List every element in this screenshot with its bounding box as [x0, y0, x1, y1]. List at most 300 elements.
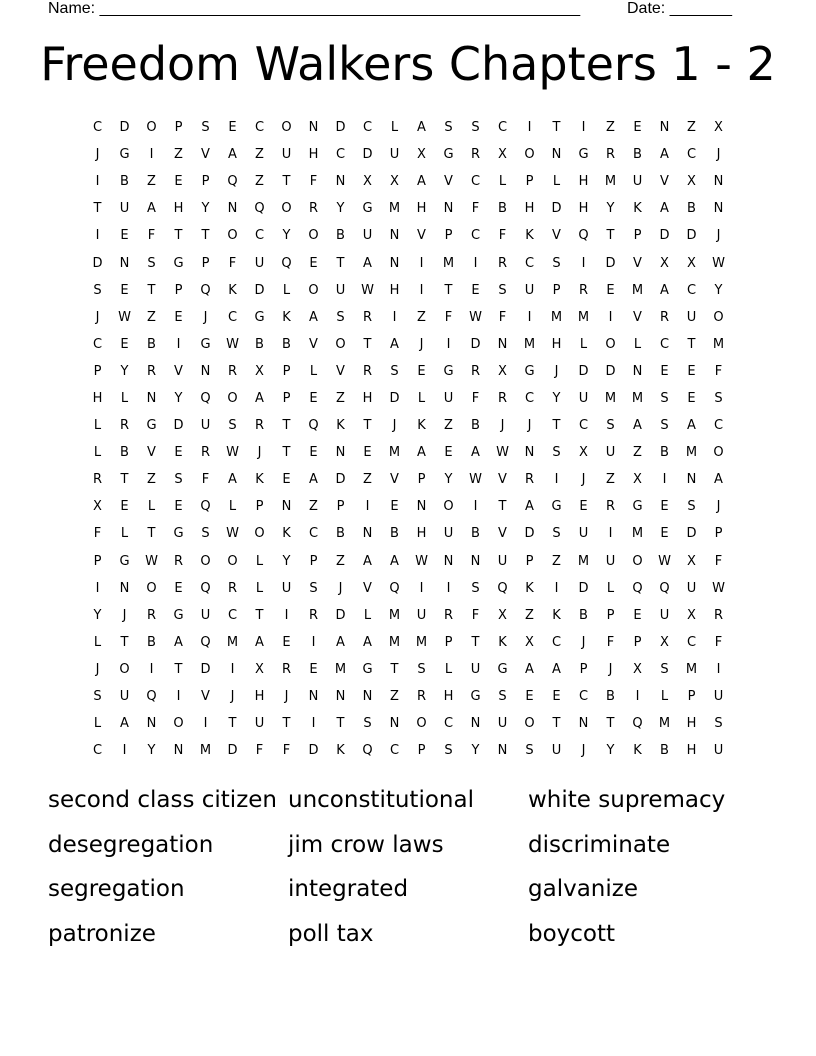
grid-cell: I [554, 580, 559, 596]
grid-cell: M [685, 661, 698, 677]
grid-cell: D [605, 255, 616, 271]
grid-cell: E [174, 309, 183, 325]
grid-cell: I [419, 580, 424, 596]
grid-cell: J [554, 363, 559, 379]
grid-cell: T [471, 634, 480, 650]
grid-cell: I [149, 661, 154, 677]
grid-cell: L [552, 174, 561, 190]
grid-cell: N [389, 716, 400, 732]
grid-cell: I [176, 336, 181, 352]
grid-cell: E [444, 445, 453, 461]
grid-cell: N [416, 499, 427, 515]
grid-cell: E [471, 282, 480, 298]
grid-cell: R [497, 255, 508, 271]
grid-cell: Z [147, 174, 156, 190]
grid-cell: O [443, 499, 454, 515]
grid-cell: I [95, 228, 100, 244]
grid-cell: I [473, 499, 478, 515]
grid-cell: Q [281, 255, 292, 271]
grid-cell: G [119, 147, 130, 163]
grid-cell: U [578, 526, 589, 542]
grid-cell: X [687, 255, 696, 271]
grid-cell: W [712, 580, 725, 596]
grid-cell: V [147, 445, 156, 461]
grid-cell: S [201, 526, 210, 542]
grid-cell: P [714, 526, 723, 542]
grid-cell: M [604, 390, 617, 406]
grid-cell: C [227, 309, 238, 325]
word-list-item: unconstitutional [288, 787, 474, 814]
grid-cell: H [389, 282, 400, 298]
grid-cell: S [552, 255, 561, 271]
grid-cell: I [662, 472, 667, 488]
grid-cell: A [363, 255, 372, 271]
grid-cell: M [388, 201, 401, 217]
grid-cell: M [415, 634, 428, 650]
grid-cell: P [174, 120, 183, 136]
grid-cell: B [471, 526, 480, 542]
grid-cell: S [660, 661, 669, 677]
grid-cell: R [227, 580, 238, 596]
grid-cell: M [550, 309, 563, 325]
grid-cell: C [92, 120, 103, 136]
grid-cell: P [282, 390, 291, 406]
grid-cell: E [687, 363, 696, 379]
letter-grid [84, 114, 732, 764]
grid-cell: Z [336, 553, 345, 569]
grid-cell: M [604, 174, 617, 190]
grid-cell: P [606, 607, 615, 623]
grid-cell: E [120, 499, 129, 515]
grid-cell: O [605, 336, 616, 352]
grid-cell: C [443, 716, 454, 732]
grid-cell: V [498, 526, 507, 542]
grid-cell: C [686, 147, 697, 163]
grid-cell: T [255, 607, 264, 623]
grid-cell: S [714, 390, 723, 406]
grid-cell: D [362, 147, 373, 163]
grid-cell: H [92, 390, 103, 406]
grid-cell: U [443, 390, 454, 406]
grid-cell: Y [606, 201, 615, 217]
grid-cell: D [578, 363, 589, 379]
word-list-item: jim crow laws [288, 831, 444, 858]
grid-cell: Y [120, 363, 129, 379]
grid-cell: N [335, 689, 346, 705]
grid-cell: A [633, 418, 642, 434]
grid-cell: F [147, 228, 156, 244]
grid-cell: A [660, 282, 669, 298]
grid-cell: C [524, 390, 535, 406]
grid-cell: I [284, 607, 289, 623]
grid-cell: W [145, 553, 158, 569]
grid-cell: C [470, 228, 481, 244]
grid-cell: L [444, 661, 453, 677]
grid-cell: H [308, 147, 319, 163]
grid-cell: H [443, 689, 454, 705]
grid-cell: X [417, 147, 426, 163]
grid-cell: K [228, 282, 237, 298]
grid-cell: C [524, 255, 535, 271]
grid-cell: U [200, 607, 211, 623]
grid-cell: S [444, 120, 453, 136]
grid-cell: S [93, 282, 102, 298]
grid-cell: O [308, 282, 319, 298]
grid-cell: O [173, 716, 184, 732]
grid-cell: S [444, 743, 453, 759]
grid-cell: J [392, 418, 397, 434]
grid-cell: A [660, 147, 669, 163]
grid-cell: Y [336, 201, 345, 217]
grid-cell: C [389, 743, 400, 759]
grid-cell: D [173, 418, 184, 434]
grid-cell: Q [146, 689, 157, 705]
grid-cell: R [227, 363, 238, 379]
grid-cell: C [92, 336, 103, 352]
grid-cell: N [119, 255, 130, 271]
grid-cell: E [282, 472, 291, 488]
grid-cell: P [525, 174, 534, 190]
grid-cell: O [146, 120, 157, 136]
grid-cell: K [282, 526, 291, 542]
grid-cell: L [147, 499, 156, 515]
grid-cell: A [255, 390, 264, 406]
grid-cell: U [686, 580, 697, 596]
grid-cell: G [254, 309, 265, 325]
grid-cell: T [363, 418, 372, 434]
grid-cell: C [362, 120, 373, 136]
grid-cell: V [498, 472, 507, 488]
grid-cell: Y [552, 390, 561, 406]
grid-cell: L [255, 553, 264, 569]
grid-cell: E [120, 228, 129, 244]
grid-cell: G [173, 607, 184, 623]
grid-cell: X [687, 174, 696, 190]
grid-cell: W [496, 445, 509, 461]
grid-cell: U [713, 689, 724, 705]
grid-cell: U [389, 147, 400, 163]
grid-cell: W [658, 553, 671, 569]
grid-cell: V [633, 255, 642, 271]
grid-cell: Z [390, 689, 399, 705]
grid-cell: Y [93, 607, 102, 623]
grid-cell: S [201, 120, 210, 136]
grid-cell: C [713, 418, 724, 434]
grid-cell: N [659, 120, 670, 136]
grid-cell: V [390, 472, 399, 488]
grid-cell: N [713, 174, 724, 190]
grid-cell: V [174, 363, 183, 379]
grid-cell: X [390, 174, 399, 190]
grid-cell: M [712, 336, 725, 352]
grid-cell: G [443, 363, 454, 379]
grid-cell: O [227, 228, 238, 244]
grid-cell: B [660, 445, 669, 461]
grid-cell: W [469, 309, 482, 325]
grid-cell: Q [389, 580, 400, 596]
grid-cell: E [606, 282, 615, 298]
grid-cell: E [660, 526, 669, 542]
grid-cell: K [417, 418, 426, 434]
grid-cell: T [228, 716, 237, 732]
grid-cell: F [444, 309, 453, 325]
grid-cell: M [631, 282, 644, 298]
grid-cell: T [174, 228, 183, 244]
grid-cell: J [203, 309, 208, 325]
grid-cell: F [228, 255, 237, 271]
grid-cell: S [660, 418, 669, 434]
grid-cell: X [498, 607, 507, 623]
grid-cell: B [120, 174, 129, 190]
word-list-item: second class citizen [48, 787, 277, 814]
grid-cell: O [524, 716, 535, 732]
grid-cell: Y [606, 743, 615, 759]
grid-cell: F [498, 228, 507, 244]
grid-cell: N [713, 201, 724, 217]
grid-cell: V [633, 309, 642, 325]
grid-cell: K [552, 607, 561, 623]
grid-cell: R [119, 418, 130, 434]
word-list-item: boycott [528, 920, 616, 947]
grid-cell: A [390, 553, 399, 569]
grid-cell: Q [362, 743, 373, 759]
grid-cell: J [95, 661, 100, 677]
grid-cell: U [119, 689, 130, 705]
grid-cell: F [93, 526, 102, 542]
grid-cell: U [605, 445, 616, 461]
grid-cell: W [226, 445, 239, 461]
grid-cell: D [308, 743, 319, 759]
grid-cell: T [552, 418, 561, 434]
grid-cell: Q [578, 228, 589, 244]
grid-cell: H [416, 526, 427, 542]
grid-cell: V [363, 580, 372, 596]
grid-cell: C [308, 526, 319, 542]
grid-cell: O [227, 553, 238, 569]
grid-cell: H [362, 390, 373, 406]
grid-cell: C [578, 418, 589, 434]
grid-cell: H [686, 743, 697, 759]
grid-cell: T [174, 661, 183, 677]
grid-cell: T [498, 499, 507, 515]
grid-cell: O [713, 445, 724, 461]
grid-cell: I [473, 255, 478, 271]
grid-cell: T [606, 716, 615, 732]
grid-cell: F [498, 309, 507, 325]
page-title: Freedom Walkers Chapters 1 - 2 [40, 37, 776, 91]
grid-cell: N [497, 743, 508, 759]
grid-cell: B [336, 526, 345, 542]
grid-cell: E [633, 120, 642, 136]
grid-cell: D [686, 228, 697, 244]
grid-cell: E [282, 634, 291, 650]
grid-cell: F [255, 743, 264, 759]
grid-cell: F [201, 472, 210, 488]
grid-cell: I [149, 147, 154, 163]
grid-cell: B [147, 336, 156, 352]
grid-cell: R [281, 661, 292, 677]
grid-cell: T [336, 716, 345, 732]
grid-cell: A [471, 445, 480, 461]
grid-cell: F [282, 743, 291, 759]
grid-cell: J [716, 147, 721, 163]
grid-cell: Q [200, 390, 211, 406]
grid-cell: L [363, 607, 372, 623]
grid-cell: Z [525, 607, 534, 623]
grid-cell: I [527, 309, 532, 325]
grid-cell: O [227, 390, 238, 406]
grid-cell: A [336, 634, 345, 650]
grid-cell: Z [147, 309, 156, 325]
grid-cell: S [606, 418, 615, 434]
grid-cell: L [633, 336, 642, 352]
grid-cell: A [228, 147, 237, 163]
grid-cell: I [230, 661, 235, 677]
grid-cell: C [470, 174, 481, 190]
grid-cell: O [254, 526, 265, 542]
grid-cell: I [392, 309, 397, 325]
grid-cell: W [712, 255, 725, 271]
grid-cell: I [122, 743, 127, 759]
grid-cell: E [417, 363, 426, 379]
grid-cell: H [578, 201, 589, 217]
grid-cell: J [230, 689, 235, 705]
grid-cell: U [659, 607, 670, 623]
grid-cell: C [686, 634, 697, 650]
grid-cell: U [443, 526, 454, 542]
grid-cell: A [363, 553, 372, 569]
grid-cell: R [200, 445, 211, 461]
grid-cell: I [311, 634, 316, 650]
grid-cell: M [577, 553, 590, 569]
grid-cell: V [417, 228, 426, 244]
grid-cell: A [147, 201, 156, 217]
grid-cell: T [282, 418, 291, 434]
grid-cell: E [633, 607, 642, 623]
grid-cell: E [309, 661, 318, 677]
grid-cell: V [552, 228, 561, 244]
grid-cell: N [281, 499, 292, 515]
grid-cell: U [632, 174, 643, 190]
grid-cell: A [255, 634, 264, 650]
grid-cell: P [444, 228, 453, 244]
grid-cell: K [633, 201, 642, 217]
grid-cell: Z [552, 553, 561, 569]
grid-cell: A [174, 634, 183, 650]
grid-cell: X [687, 607, 696, 623]
grid-cell: Y [147, 743, 156, 759]
grid-cell: Z [633, 445, 642, 461]
grid-cell: X [633, 661, 642, 677]
grid-cell: K [255, 472, 264, 488]
grid-cell: R [605, 499, 616, 515]
grid-cell: K [525, 228, 534, 244]
grid-cell: J [527, 418, 532, 434]
grid-cell: D [578, 580, 589, 596]
grid-cell: Q [497, 580, 508, 596]
grid-cell: V [201, 147, 210, 163]
grid-cell: Z [309, 499, 318, 515]
grid-cell: Z [363, 472, 372, 488]
grid-cell: O [119, 661, 130, 677]
grid-cell: S [525, 743, 534, 759]
grid-cell: T [552, 716, 561, 732]
grid-cell: N [389, 228, 400, 244]
grid-cell: L [120, 390, 129, 406]
grid-cell: Q [200, 499, 211, 515]
grid-cell: P [336, 499, 345, 515]
grid-cell: O [281, 120, 292, 136]
grid-cell: W [226, 336, 239, 352]
grid-cell: U [362, 228, 373, 244]
grid-cell: Z [147, 472, 156, 488]
grid-cell: R [92, 472, 103, 488]
grid-cell: N [470, 716, 481, 732]
grid-cell: J [122, 607, 127, 623]
grid-cell: I [446, 580, 451, 596]
grid-cell: X [255, 363, 264, 379]
grid-cell: A [417, 445, 426, 461]
grid-cell: Z [417, 309, 426, 325]
grid-cell: D [92, 255, 103, 271]
header-line [48, 0, 748, 20]
grid-cell: T [201, 228, 210, 244]
grid-cell: K [525, 580, 534, 596]
grid-cell: E [390, 499, 399, 515]
grid-cell: X [687, 553, 696, 569]
grid-cell: D [200, 661, 211, 677]
grid-cell: Q [200, 634, 211, 650]
grid-cell: V [201, 689, 210, 705]
grid-cell: A [390, 336, 399, 352]
grid-cell: O [416, 716, 427, 732]
grid-cell: I [581, 120, 586, 136]
grid-cell: G [173, 255, 184, 271]
grid-cell: L [606, 580, 615, 596]
grid-cell: I [608, 309, 613, 325]
grid-cell: L [660, 689, 669, 705]
grid-cell: E [687, 390, 696, 406]
grid-cell: B [498, 201, 507, 217]
grid-cell: D [605, 363, 616, 379]
grid-cell: M [442, 255, 455, 271]
grid-cell: L [255, 580, 264, 596]
grid-cell: F [471, 607, 480, 623]
grid-cell: N [632, 363, 643, 379]
grid-cell: O [524, 147, 535, 163]
word-list-item: patronize [48, 920, 156, 947]
grid-cell: P [201, 255, 210, 271]
grid-cell: P [309, 553, 318, 569]
grid-cell: T [147, 526, 156, 542]
grid-cell: P [93, 553, 102, 569]
grid-cell: E [309, 255, 318, 271]
grid-cell: N [173, 743, 184, 759]
grid-cell: U [281, 580, 292, 596]
grid-cell: D [335, 607, 346, 623]
grid-cell: R [146, 363, 157, 379]
grid-cell: A [552, 661, 561, 677]
grid-cell: I [95, 580, 100, 596]
grid-cell: U [551, 743, 562, 759]
grid-cell: D [335, 120, 346, 136]
grid-cell: C [254, 228, 265, 244]
grid-cell: D [470, 336, 481, 352]
grid-cell: R [254, 418, 265, 434]
grid-cell: J [284, 689, 289, 705]
grid-cell: P [417, 472, 426, 488]
word-list-item: desegregation [48, 831, 214, 858]
